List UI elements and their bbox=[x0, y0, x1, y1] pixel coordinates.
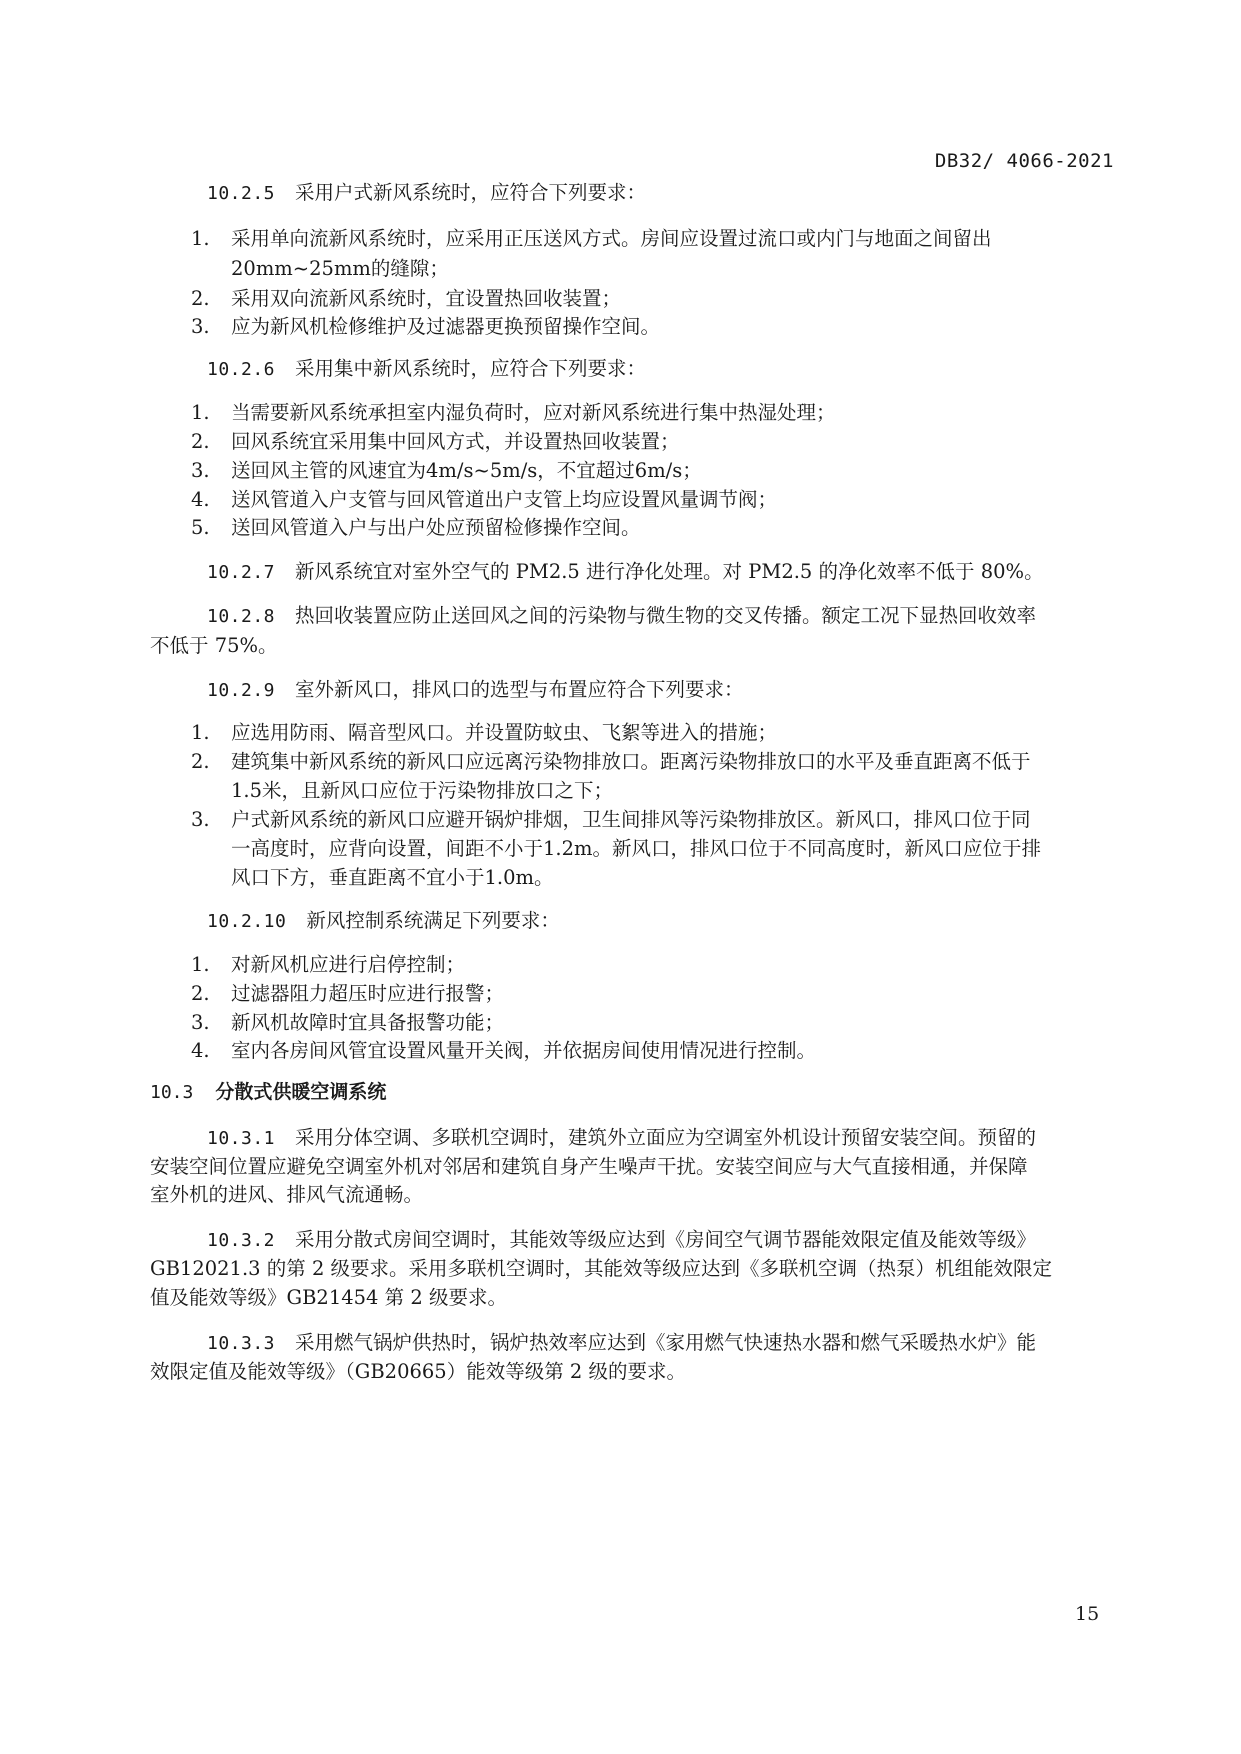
list-number: 1. bbox=[191, 721, 210, 744]
list-item-continuation: 20mm~25mm的缝隙； bbox=[231, 257, 449, 280]
list-item bbox=[191, 1038, 816, 1064]
list-text: 应为新风机检修维护及过滤器更换预留操作空间。 bbox=[231, 315, 661, 338]
list-number: 3. bbox=[191, 315, 210, 338]
list-item bbox=[191, 1010, 504, 1036]
clause-number: 10.3.3 bbox=[207, 1333, 276, 1354]
clause-text: 新风控制系统满足下列要求： bbox=[306, 909, 560, 932]
list-item bbox=[191, 400, 836, 426]
clause-10-2-9 bbox=[207, 677, 744, 704]
clause-continuation: 安装空间位置应避免空调室外机对邻居和建筑自身产生噪声干扰。安装空间应与大气直接相通，并保障 bbox=[150, 1155, 1028, 1178]
clause-text: 新风系统宜对室外空气的 PM2.5 进行净化处理。对 PM2.5 的净化效率不低于 80%。 bbox=[295, 560, 1044, 583]
list-number: 4. bbox=[191, 488, 210, 511]
list-number: 2. bbox=[191, 287, 210, 310]
clause-number: 10.2.7 bbox=[207, 562, 276, 583]
clause-number: 10.2.6 bbox=[207, 359, 276, 380]
list-text: 建筑集中新风系统的新风口应远离污染物排放口。距离污染物排放口的水平及垂直距离不低于 bbox=[231, 750, 1031, 773]
list-number: 1. bbox=[191, 401, 210, 424]
clause-text: 采用户式新风系统时，应符合下列要求： bbox=[295, 181, 647, 204]
clause-text: 采用燃气锅炉供热时，锅炉热效率应达到《家用燃气快速热水器和燃气采暖热水炉》能 bbox=[295, 1331, 1037, 1354]
clause-text: 采用分体空调、多联机空调时，建筑外立面应为空调室外机设计预留安装空间。预留的 bbox=[295, 1126, 1037, 1149]
list-item bbox=[191, 429, 680, 455]
clause-continuation: 值及能效等级》GB21454 第 2 级要求。 bbox=[150, 1286, 507, 1309]
list-number: 5. bbox=[191, 516, 210, 539]
clause-10-2-10 bbox=[207, 908, 560, 935]
list-text: 采用双向流新风系统时，宜设置热回收装置； bbox=[231, 287, 622, 310]
clause-10-2-7 bbox=[207, 559, 1044, 586]
list-text: 送风管道入户支管与回风管道出户支管上均应设置风量调节阀； bbox=[231, 488, 778, 511]
clause-text: 采用分散式房间空调时，其能效等级应达到《房间空气调节器能效限定值及能效等级》 bbox=[295, 1228, 1037, 1251]
list-number: 3. bbox=[191, 459, 210, 482]
list-text: 对新风机应进行启停控制； bbox=[231, 953, 466, 976]
page-number: 15 bbox=[1075, 1603, 1100, 1625]
list-number: 4. bbox=[191, 1039, 210, 1062]
list-text: 室内各房间风管宜设置风量开关阀，并依据房间使用情况进行控制。 bbox=[231, 1039, 817, 1062]
clause-number: 10.3.2 bbox=[207, 1230, 276, 1251]
list-item bbox=[191, 314, 660, 340]
clause-continuation: GB12021.3 的第 2 级要求。采用多联机空调时，其能效等级应达到《多联机空调（热泵）机组能效限定 bbox=[150, 1257, 1053, 1280]
list-text: 户式新风系统的新风口应避开锅炉排烟，卫生间排风等污染物排放区。新风口，排风口位于同 bbox=[231, 808, 1031, 831]
list-number: 2. bbox=[191, 750, 210, 773]
list-item bbox=[191, 981, 504, 1007]
clause-10-3-2 bbox=[207, 1227, 1036, 1254]
list-number: 3. bbox=[191, 1011, 210, 1034]
list-text: 当需要新风系统承担室内湿负荷时，应对新风系统进行集中热湿处理； bbox=[231, 401, 836, 424]
clause-number: 10.2.9 bbox=[207, 680, 276, 701]
clause-10-3-3 bbox=[207, 1330, 1036, 1357]
list-item-continuation: 风口下方，垂直距离不宜小于1.0m。 bbox=[231, 866, 554, 889]
clause-text: 热回收装置应防止送回风之间的污染物与微生物的交叉传播。额定工况下显热回收效率 bbox=[295, 604, 1037, 627]
list-text: 回风系统宜采用集中回风方式，并设置热回收装置； bbox=[231, 430, 680, 453]
clause-number: 10.2.8 bbox=[207, 606, 276, 627]
list-item bbox=[191, 515, 641, 541]
list-text: 采用单向流新风系统时，应采用正压送风方式。房间应设置过流口或内门与地面之间留出 bbox=[231, 227, 992, 250]
clause-continuation: 不低于 75%。 bbox=[150, 634, 278, 657]
list-number: 1. bbox=[191, 953, 210, 976]
clause-number: 10.3.1 bbox=[207, 1128, 276, 1149]
clause-10-3-1 bbox=[207, 1125, 1036, 1152]
clause-number: 10.2.10 bbox=[207, 911, 287, 932]
list-item bbox=[191, 286, 621, 312]
list-text: 过滤器阻力超压时应进行报警； bbox=[231, 982, 505, 1005]
document-code: DB32/ 4066-2021 bbox=[934, 150, 1114, 172]
list-number: 3. bbox=[191, 808, 210, 831]
clause-10-2-6 bbox=[207, 356, 646, 383]
list-text: 新风机故障时宜具备报警功能； bbox=[231, 1011, 505, 1034]
section-title: 分散式供暖空调系统 bbox=[215, 1081, 387, 1103]
list-item bbox=[191, 226, 992, 252]
list-item-continuation: 1.5米，且新风口应位于污染物排放口之下； bbox=[231, 779, 614, 802]
list-number: 1. bbox=[191, 227, 210, 250]
clause-number: 10.2.5 bbox=[207, 183, 276, 204]
list-item bbox=[191, 487, 777, 513]
list-number: 2. bbox=[191, 982, 210, 1005]
list-text: 送回风管道入户与出户处应预留检修操作空间。 bbox=[231, 516, 641, 539]
list-item bbox=[191, 749, 1031, 775]
list-item bbox=[191, 952, 465, 978]
section-number: 10.3 bbox=[150, 1082, 194, 1103]
section-heading-10-3 bbox=[150, 1079, 386, 1106]
list-item bbox=[191, 458, 702, 484]
list-item bbox=[191, 720, 777, 746]
list-text: 应选用防雨、隔音型风口。并设置防蚊虫、飞絮等进入的措施； bbox=[231, 721, 778, 744]
list-text: 送回风主管的风速宜为4m/s~5m/s，不宜超过6m/s； bbox=[231, 459, 702, 482]
clause-text: 室外新风口，排风口的选型与布置应符合下列要求： bbox=[295, 678, 744, 701]
clause-continuation: 室外机的进风、排风气流通畅。 bbox=[150, 1183, 424, 1206]
list-number: 2. bbox=[191, 430, 210, 453]
clause-10-2-5 bbox=[207, 180, 646, 207]
clause-10-2-8 bbox=[207, 603, 1036, 630]
list-item-continuation: 一高度时，应背向设置，间距不小于1.2m。新风口，排风口位于不同高度时，新风口应位于排 bbox=[231, 837, 1042, 860]
list-item bbox=[191, 807, 1031, 833]
clause-continuation: 效限定值及能效等级》（GB20665）能效等级第 2 级的要求。 bbox=[150, 1360, 686, 1383]
clause-text: 采用集中新风系统时，应符合下列要求： bbox=[295, 357, 647, 380]
